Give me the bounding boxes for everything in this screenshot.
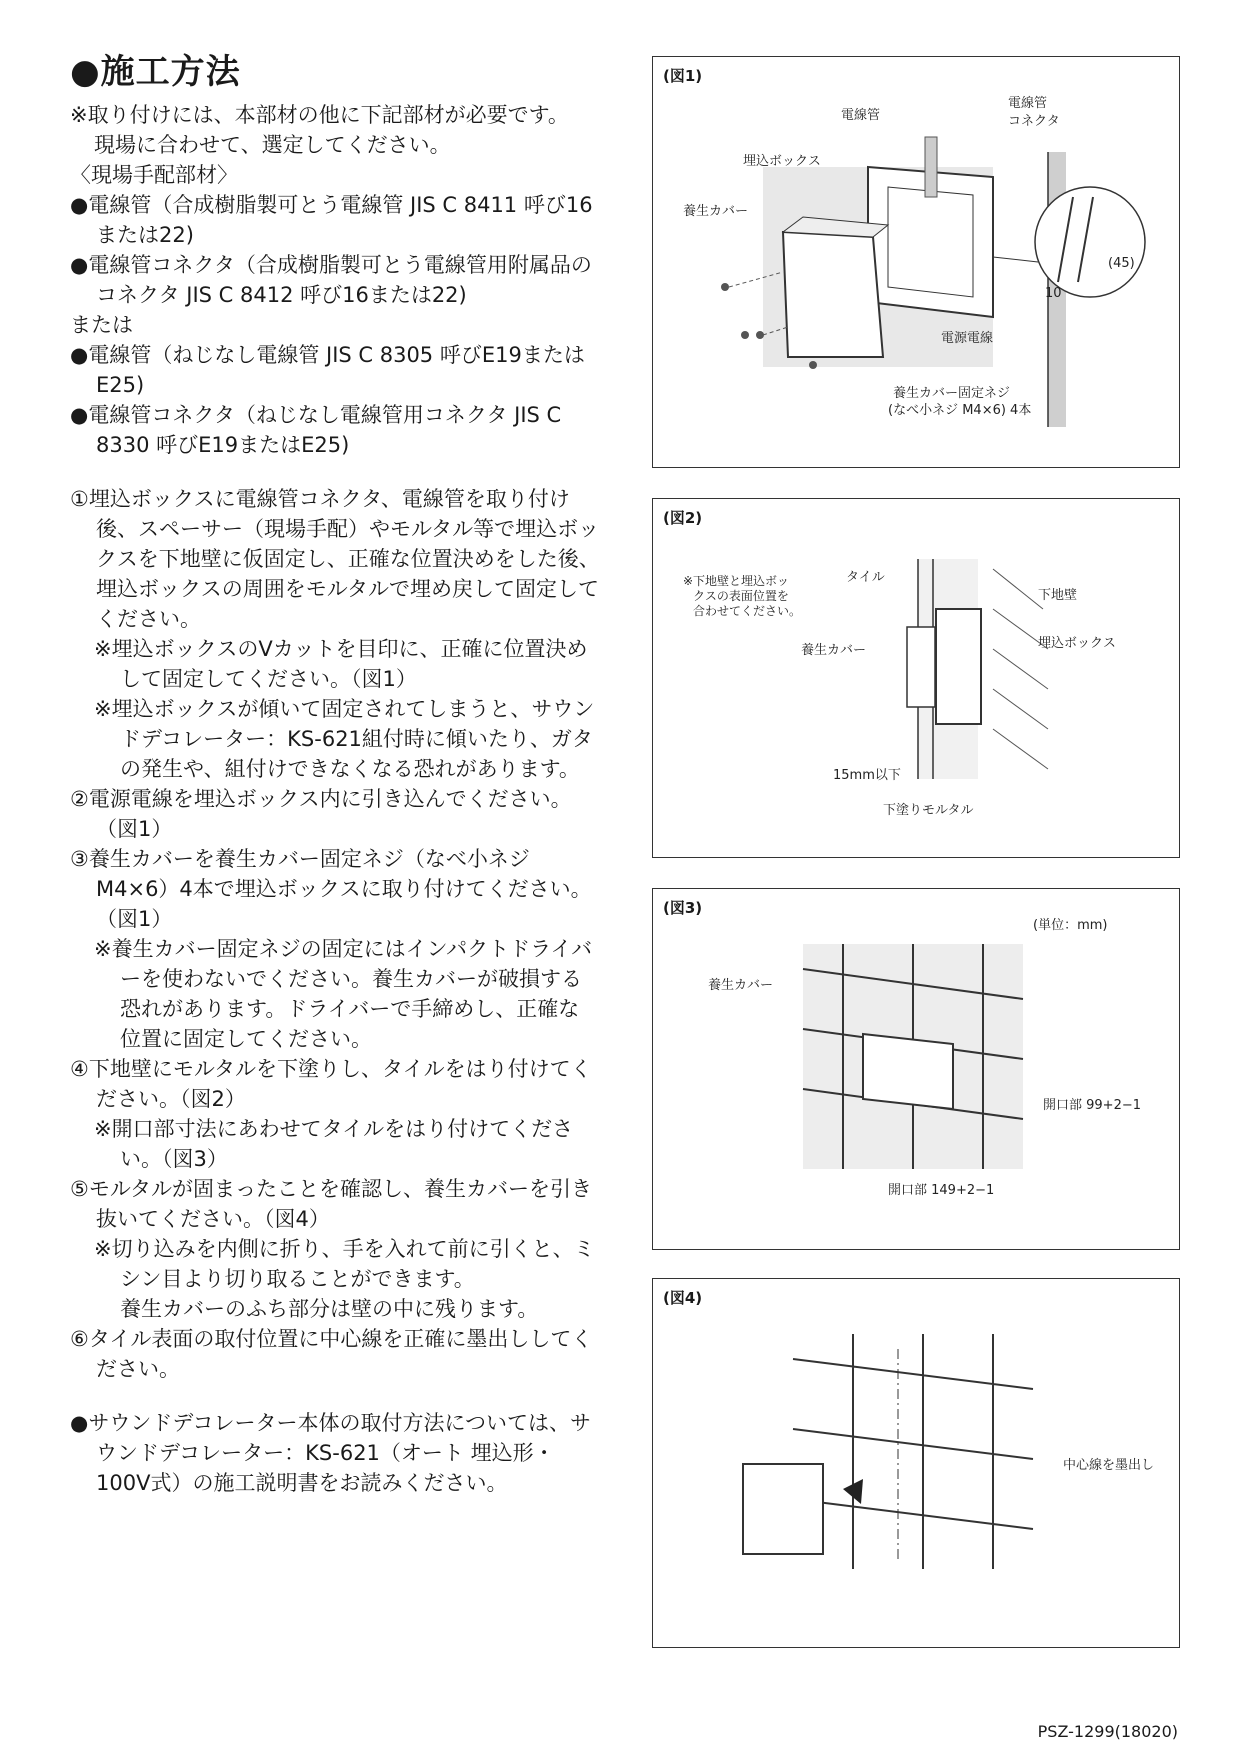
step-4: ④下地壁にモルタルを下塗りし、タイルをはり付けてください。（図2） [70, 1057, 592, 1111]
material-or: または [70, 313, 133, 337]
fig2-depth-label: 15mm以下 [833, 768, 901, 783]
figure-4-label: (図4) [663, 1289, 703, 1307]
fig2-tile-label: タイル [846, 570, 885, 585]
figure-2 [652, 498, 1180, 858]
material-item: ●電線管（合成樹脂製可とう電線管 JIS C 8411 呼び16または22) [70, 193, 593, 247]
step-note: ※埋込ボックスが傾いて固定されてしまうと、サウンドデコレーター：KS-621組付時に傾いたり、ガタの発生や、組付けできなくなる恐れがあります。 [94, 697, 595, 781]
material-item: ●電線管コネクタ（合成樹脂製可とう電線管用附属品のコネクタ JIS C 8412 呼び16または22) [70, 253, 592, 307]
closing-note: ●サウンドデコレーター本体の取付方法については、サウンドデコレーター：KS-621（オート 埋込形・100V式）の施工説明書をお読みください。 [70, 1411, 592, 1495]
fig1-screw-label-2: (なべ小ネジ M4×6) 4本 [888, 403, 1032, 418]
fig3-cover-label: 養生カバー [708, 978, 774, 993]
fig3-opening-h: 開口部 99+2−1 [1043, 1098, 1142, 1113]
fig2-note-3: 合わせてください。 [693, 604, 802, 618]
fig2-mortar-label: 下塗りモルタル [883, 803, 974, 818]
fig1-conduit-label: 電線管 [841, 108, 881, 123]
fig1-power-wire-label: 電源電線 [941, 331, 994, 346]
fig3-opening-w: 開口部 149+2−1 [888, 1183, 995, 1198]
step-3: ③養生カバーを養生カバー固定ネジ（なべ小ネジ M4×6）4本で埋込ボックスに取り付けてください。（図1） [70, 847, 592, 931]
fig1-connector-label: 電線管 [1008, 96, 1048, 111]
step-note: 養生カバーのふち部分は壁の中に残ります。 [120, 1297, 539, 1321]
step-6: ⑥タイル表面の取付位置に中心線を正確に墨出ししてください。 [70, 1327, 593, 1381]
figure-2-label: (図2) [663, 509, 703, 527]
figure-4-drawing [653, 1279, 1179, 1647]
page-title: ●施工方法 [70, 52, 241, 92]
fig2-note: ※下地壁と埋込ボッ [683, 574, 790, 588]
figure-1-drawing [653, 57, 1179, 467]
footer-code: PSZ-1299(18020) [1037, 1722, 1178, 1741]
figure-3 [652, 888, 1180, 1250]
figure-2-drawing [653, 499, 1179, 857]
instructions-column [70, 50, 600, 1498]
fig2-note-2: クスの表面位置を [693, 589, 789, 603]
figure-1 [652, 56, 1180, 468]
fig2-box-label: 埋込ボックス [1038, 636, 1116, 651]
materials-heading: 〈現場手配部材〉 [70, 163, 238, 187]
step-note: ※養生カバー固定ネジの固定にはインパクトドライバーを使わないでください。養生カバーが破損する恐れがあります。ドライバーで手締めし、正確な位置に固定してください。 [94, 937, 593, 1051]
intro-note: ※取り付けには、本部材の他に下記部材が必要です。 [70, 103, 569, 127]
figure-3-label: (図3) [663, 899, 703, 917]
fig1-cover-label: 養生カバー [683, 204, 749, 219]
intro-note-2: 現場に合わせて、選定してください。 [94, 133, 451, 157]
figure-1-label: (図1) [663, 67, 703, 85]
fig1-dim-45: (45) [1108, 256, 1135, 271]
figure-3-drawing [653, 889, 1179, 1249]
step-2: ②電源電線を埋込ボックス内に引き込んでください。（図1） [70, 787, 572, 841]
step-note: ※埋込ボックスのVカットを目印に、正確に位置決めして固定してください。（図1） [94, 637, 588, 691]
step-1: ①埋込ボックスに電線管コネクタ、電線管を取り付け後、スペーサー（現場手配）やモルタル等で埋込ボックスを下地壁に仮固定し、正確な位置決めをした後、埋込ボックスの周囲をモルタルで埋め戻して固定してください。 [70, 487, 600, 631]
step-5: ⑤モルタルが固まったことを確認し、養生カバーを引き抜いてください。（図4） [70, 1177, 592, 1231]
fig1-connector-label-2: コネクタ [1008, 114, 1060, 129]
material-item: ●電線管（ねじなし電線管 JIS C 8305 呼びE19またはE25) [70, 343, 585, 397]
step-note: ※切り込みを内側に折り、手を入れて前に引くと、ミシン目より切り取ることができます。 [94, 1237, 595, 1291]
fig1-box-label: 埋込ボックス [743, 154, 821, 169]
figure-4 [652, 1278, 1180, 1648]
step-note: ※開口部寸法にあわせてタイルをはり付けてください。（図3） [94, 1117, 574, 1171]
material-item: ●電線管コネクタ（ねじなし電線管用コネクタ JIS C 8330 呼びE19またはE25) [70, 403, 562, 457]
fig2-base-wall-label: 下地壁 [1038, 588, 1078, 603]
fig1-dim-10: 10 [1045, 286, 1062, 301]
fig1-screw-label: 養生カバー固定ネジ [893, 386, 1011, 401]
fig4-center-line-label: 中心線を墨出し [1063, 1458, 1155, 1473]
fig2-cover-label: 養生カバー [801, 643, 867, 658]
fig3-unit: (単位：mm) [1033, 918, 1108, 933]
